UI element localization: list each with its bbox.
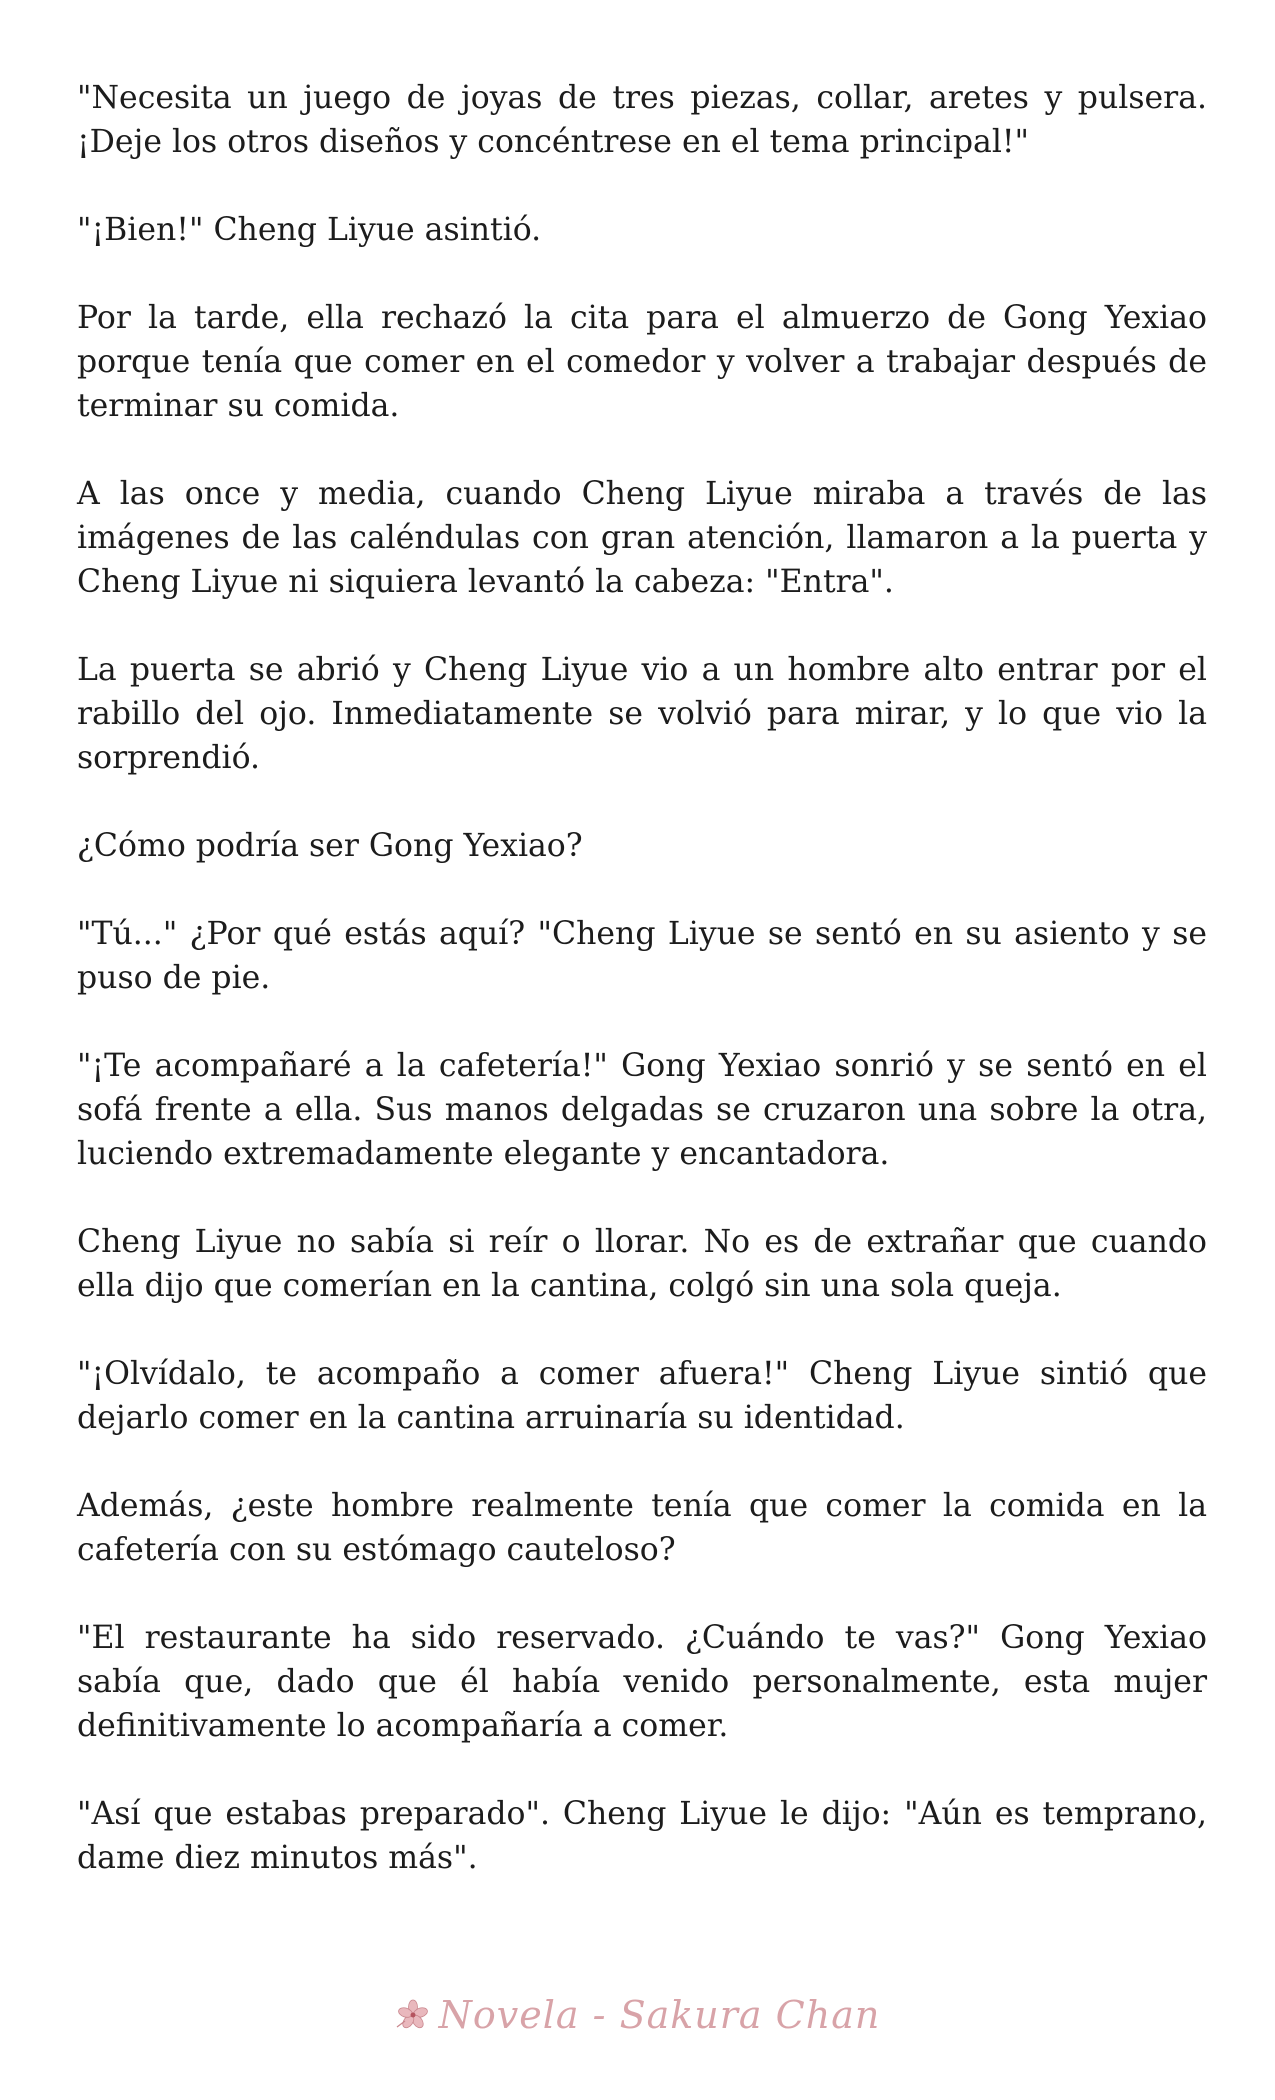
paragraph-12: "El restaurante ha sido reservado. ¿Cuándo te vas?" Gong Yexiao sabía que, dado que él había venido personalmente, esta mujer definitivamente lo acompañaría a comer. <box>77 1620 1207 1744</box>
paragraph-7: "Tú..." ¿Por qué estás aquí? "Cheng Liyue se sentó en su asiento y se puso de pie. <box>77 916 1207 996</box>
paragraph-10: "¡Olvídalo, te acompaño a comer afuera!" Cheng Liyue sintió que dejarlo comer en la cantina arruinaría su identidad. <box>77 1356 1207 1436</box>
watermark <box>0 1985 1275 2045</box>
paragraph-8: "¡Te acompañaré a la cafetería!" Gong Yexiao sonrió y se sentó en el sofá frente a ella. Sus manos delgadas se cruzaron una sobre la otra, luciendo extremadamente elegante y encantadora. <box>77 1048 1207 1172</box>
watermark-text: Novela - Sakura Chan <box>438 1993 881 2037</box>
paragraph-5: La puerta se abrió y Cheng Liyue vio a un hombre alto entrar por el rabillo del ojo. Inmediatamente se volvió para mirar, y lo que vio la sorprendió. <box>77 652 1207 776</box>
paragraph-9: Cheng Liyue no sabía si reír o llorar. No es de extrañar que cuando ella dijo que comerían en la cantina, colgó sin una sola queja. <box>77 1224 1207 1304</box>
document-body <box>77 76 1207 1924</box>
paragraph-11: Además, ¿este hombre realmente tenía que comer la comida en la cafetería con su estómago cauteloso? <box>77 1488 1207 1568</box>
paragraph-3: Por la tarde, ella rechazó la cita para el almuerzo de Gong Yexiao porque tenía que comer en el comedor y volver a trabajar después de terminar su comida. <box>77 300 1207 424</box>
sakura-flower-icon <box>395 1997 431 2033</box>
paragraph-13: "Así que estabas preparado". Cheng Liyue le dijo: "Aún es temprano, dame diez minutos más". <box>77 1796 1207 1876</box>
paragraph-2: "¡Bien!" Cheng Liyue asintió. <box>77 212 542 248</box>
paragraph-1: "Necesita un juego de joyas de tres piezas, collar, aretes y pulsera. ¡Deje los otros diseños y concéntrese en el tema principal!" <box>77 80 1207 160</box>
paragraph-6: ¿Cómo podría ser Gong Yexiao? <box>77 828 583 864</box>
paragraph-4: A las once y media, cuando Cheng Liyue miraba a través de las imágenes de las caléndulas con gran atención, llamaron a la puerta y Cheng Liyue ni siquiera levantó la cabeza: "Entra". <box>77 476 1207 600</box>
